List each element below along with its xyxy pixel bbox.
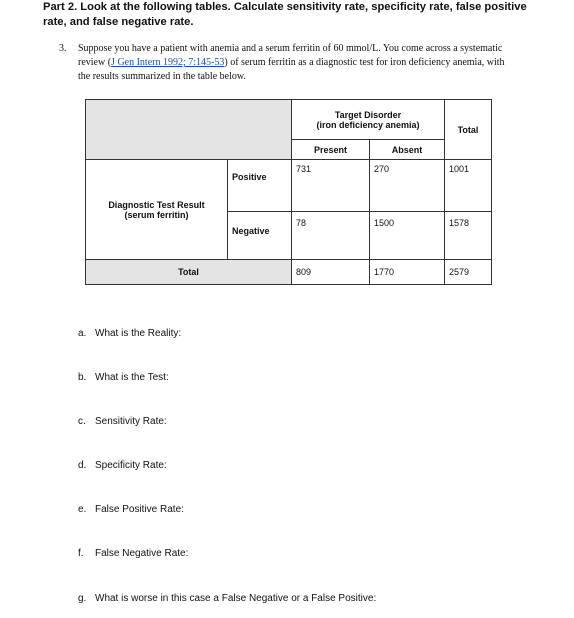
total-row-label: Total xyxy=(86,260,292,285)
question-a xyxy=(78,328,181,339)
question-letter: a. xyxy=(78,328,87,339)
question-g xyxy=(78,593,376,604)
negative-label: Negative xyxy=(228,212,292,260)
target-disorder-header xyxy=(292,100,445,140)
question-d-text: Specificity Rate: xyxy=(95,460,167,471)
positive-label: Positive xyxy=(228,160,292,212)
question-letter: g. xyxy=(78,593,87,604)
cell-negative-present: 78 xyxy=(292,212,370,260)
question-body xyxy=(78,42,519,84)
question-3 xyxy=(59,42,519,84)
question-text-before: Suppose you have a patient with anemia and a serum ferritin of 60 mmol/L. You come across a systematic review ( xyxy=(78,43,503,68)
question-b-text: What is the Test: xyxy=(95,372,169,383)
row-label-subtitle: (serum ferritin) xyxy=(124,209,189,220)
cell-total-present: 809 xyxy=(292,260,370,285)
citation-link[interactable]: J Gen Intern 1992; 7:145-53 xyxy=(111,57,225,68)
cell-total-absent: 1770 xyxy=(370,260,445,285)
question-letter: e. xyxy=(78,504,87,515)
present-header: Present xyxy=(292,140,370,160)
question-letter: c. xyxy=(78,416,86,427)
question-c-text: Sensitivity Rate: xyxy=(95,416,167,427)
target-disorder-title: Target Disorder xyxy=(334,109,402,120)
question-g-text: What is worse in this case a False Negative or a False Positive: xyxy=(95,593,377,604)
question-c xyxy=(78,416,167,427)
results-table xyxy=(85,99,492,285)
cell-grand-total: 2579 xyxy=(445,260,492,285)
question-f xyxy=(78,548,188,559)
cell-positive-absent: 270 xyxy=(370,160,445,212)
total-header: Total xyxy=(445,100,492,160)
cell-positive-present: 731 xyxy=(292,160,370,212)
question-text-after: ) of serum ferritin as a diagnostic test for iron deficiency anemia, with the results summarized in the table below. xyxy=(78,57,505,82)
absent-header: Absent xyxy=(370,140,445,160)
question-letter: f. xyxy=(78,548,84,559)
target-disorder-subtitle: (iron deficiency anemia) xyxy=(316,119,420,130)
question-number: 3. xyxy=(59,43,67,54)
question-e-text: False Positive Rate: xyxy=(95,504,184,515)
question-d xyxy=(78,460,167,471)
part-heading: Part 2. Look at the following tables. Calculate sensitivity rate, specificity rate, false positive rate, and false negative rate. xyxy=(43,1,527,28)
question-e xyxy=(78,504,184,515)
row-label-diagnostic-test xyxy=(86,160,228,260)
cell-negative-absent: 1500 xyxy=(370,212,445,260)
question-f-text: False Negative Rate: xyxy=(95,548,189,559)
question-letter: b. xyxy=(78,372,87,383)
table-corner xyxy=(86,100,292,160)
question-b xyxy=(78,372,169,383)
cell-positive-total: 1001 xyxy=(445,160,492,212)
question-a-text: What is the Reality: xyxy=(95,328,182,339)
row-label-title: Diagnostic Test Result xyxy=(108,199,205,210)
question-letter: d. xyxy=(78,460,87,471)
cell-negative-total: 1578 xyxy=(445,212,492,260)
